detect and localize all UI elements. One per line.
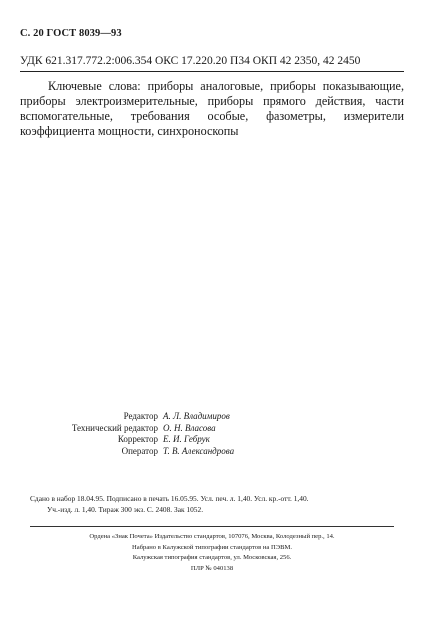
keywords-block xyxy=(20,79,404,139)
publication-line: Уч.-изд. л. 1,40. Тираж 300 экз. С. 2408. Зак 1052. xyxy=(47,505,204,514)
printer-line: Ордена «Знак Почета» Издательство стандартов, 107076, Москва, Колодезный пер., 14. xyxy=(89,533,335,540)
printer-line: Калужская типография стандартов, ул. Московская, 256. xyxy=(132,554,292,561)
keywords-text: Ключевые слова: приборы аналоговые, приборы показывающие, приборы электроизмерительные, приборы прямого действия, части вспомогательные, требования особые, фазометры, измерители коэффициента мощности, синхроноскопы xyxy=(20,79,404,138)
printer-line: ПЛР № 040138 xyxy=(190,564,234,572)
credit-row xyxy=(0,446,424,458)
printer-line: Набрано в Калужской типографии стандартов на ПЭВМ. xyxy=(132,543,292,551)
page-header: С. 20 ГОСТ 8039—93 xyxy=(20,28,122,39)
credit-name: Е. И. Гебрук xyxy=(163,434,210,445)
credit-role: Оператор xyxy=(121,446,158,457)
credit-name: А. Л. Владимиров xyxy=(163,411,230,421)
credit-name: О. Н. Власова xyxy=(163,422,216,433)
credit-row xyxy=(0,423,424,435)
credit-role: Редактор xyxy=(123,411,158,421)
credits-block xyxy=(0,411,424,458)
publication-info xyxy=(30,493,390,515)
credit-name: Т. В. Александрова xyxy=(163,446,235,457)
divider xyxy=(20,71,404,72)
publication-line: Сдано в набор 18.04.95. Подписано в печать 16.05.95. Усл. печ. л. 1,40. Усл. кр.-отт. 1,40. xyxy=(30,494,309,503)
credit-role: Технический редактор xyxy=(71,422,158,433)
classification-line: УДК 621.317.772.2:006.354 ОКС 17.220.20 П34 ОКП 42 2350, 42 2450 xyxy=(20,55,361,67)
credit-row xyxy=(0,411,424,423)
credit-row xyxy=(0,434,424,446)
divider xyxy=(30,526,394,527)
credit-role: Корректор xyxy=(117,434,158,445)
printer-info xyxy=(0,532,424,574)
